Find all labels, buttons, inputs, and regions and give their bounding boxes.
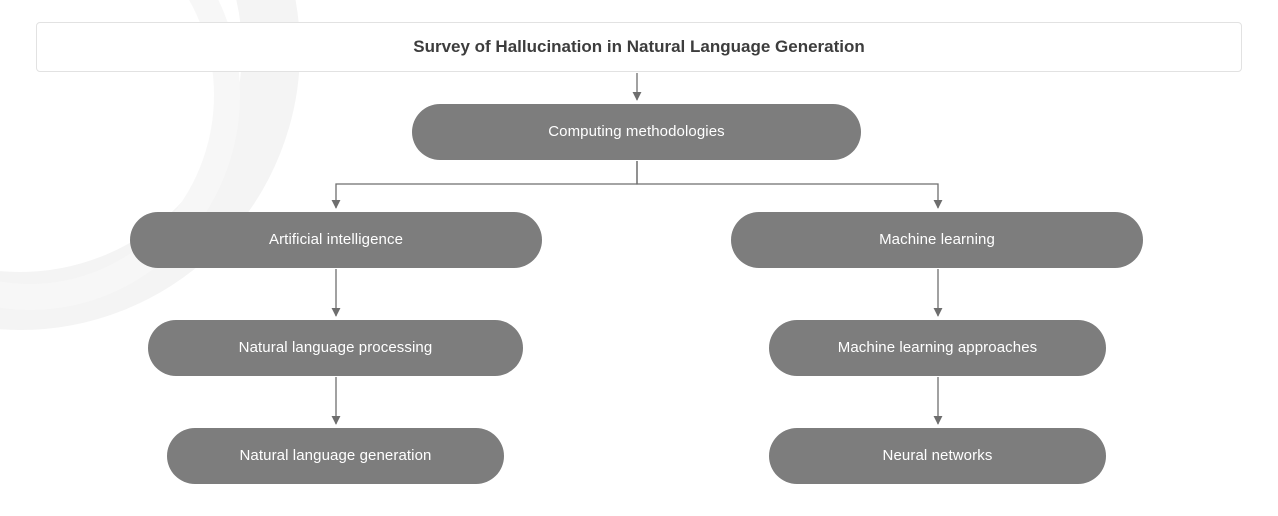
node-artificial-intelligence-label: Artificial intelligence — [268, 231, 404, 248]
node-neural-networks[interactable] — [769, 428, 1106, 484]
node-neural-networks-label: Neural networks — [882, 447, 993, 464]
node-machine-learning-approaches[interactable] — [769, 320, 1106, 376]
node-natural-language-processing[interactable] — [148, 320, 523, 376]
node-natural-language-generation[interactable] — [167, 428, 504, 484]
node-artificial-intelligence[interactable] — [130, 212, 542, 268]
node-computing-methodologies-label: Computing methodologies — [548, 123, 725, 140]
node-machine-learning-label: Machine learning — [879, 231, 995, 248]
node-machine-learning-approaches-label: Machine learning approaches — [837, 339, 1038, 356]
node-title — [36, 22, 1242, 72]
node-machine-learning[interactable] — [731, 212, 1143, 268]
node-title-label: Survey of Hallucination in Natural Language Generation — [413, 36, 865, 56]
node-natural-language-processing-label: Natural language processing — [238, 339, 433, 356]
node-computing-methodologies[interactable] — [412, 104, 861, 160]
node-natural-language-generation-label: Natural language generation — [239, 447, 432, 464]
